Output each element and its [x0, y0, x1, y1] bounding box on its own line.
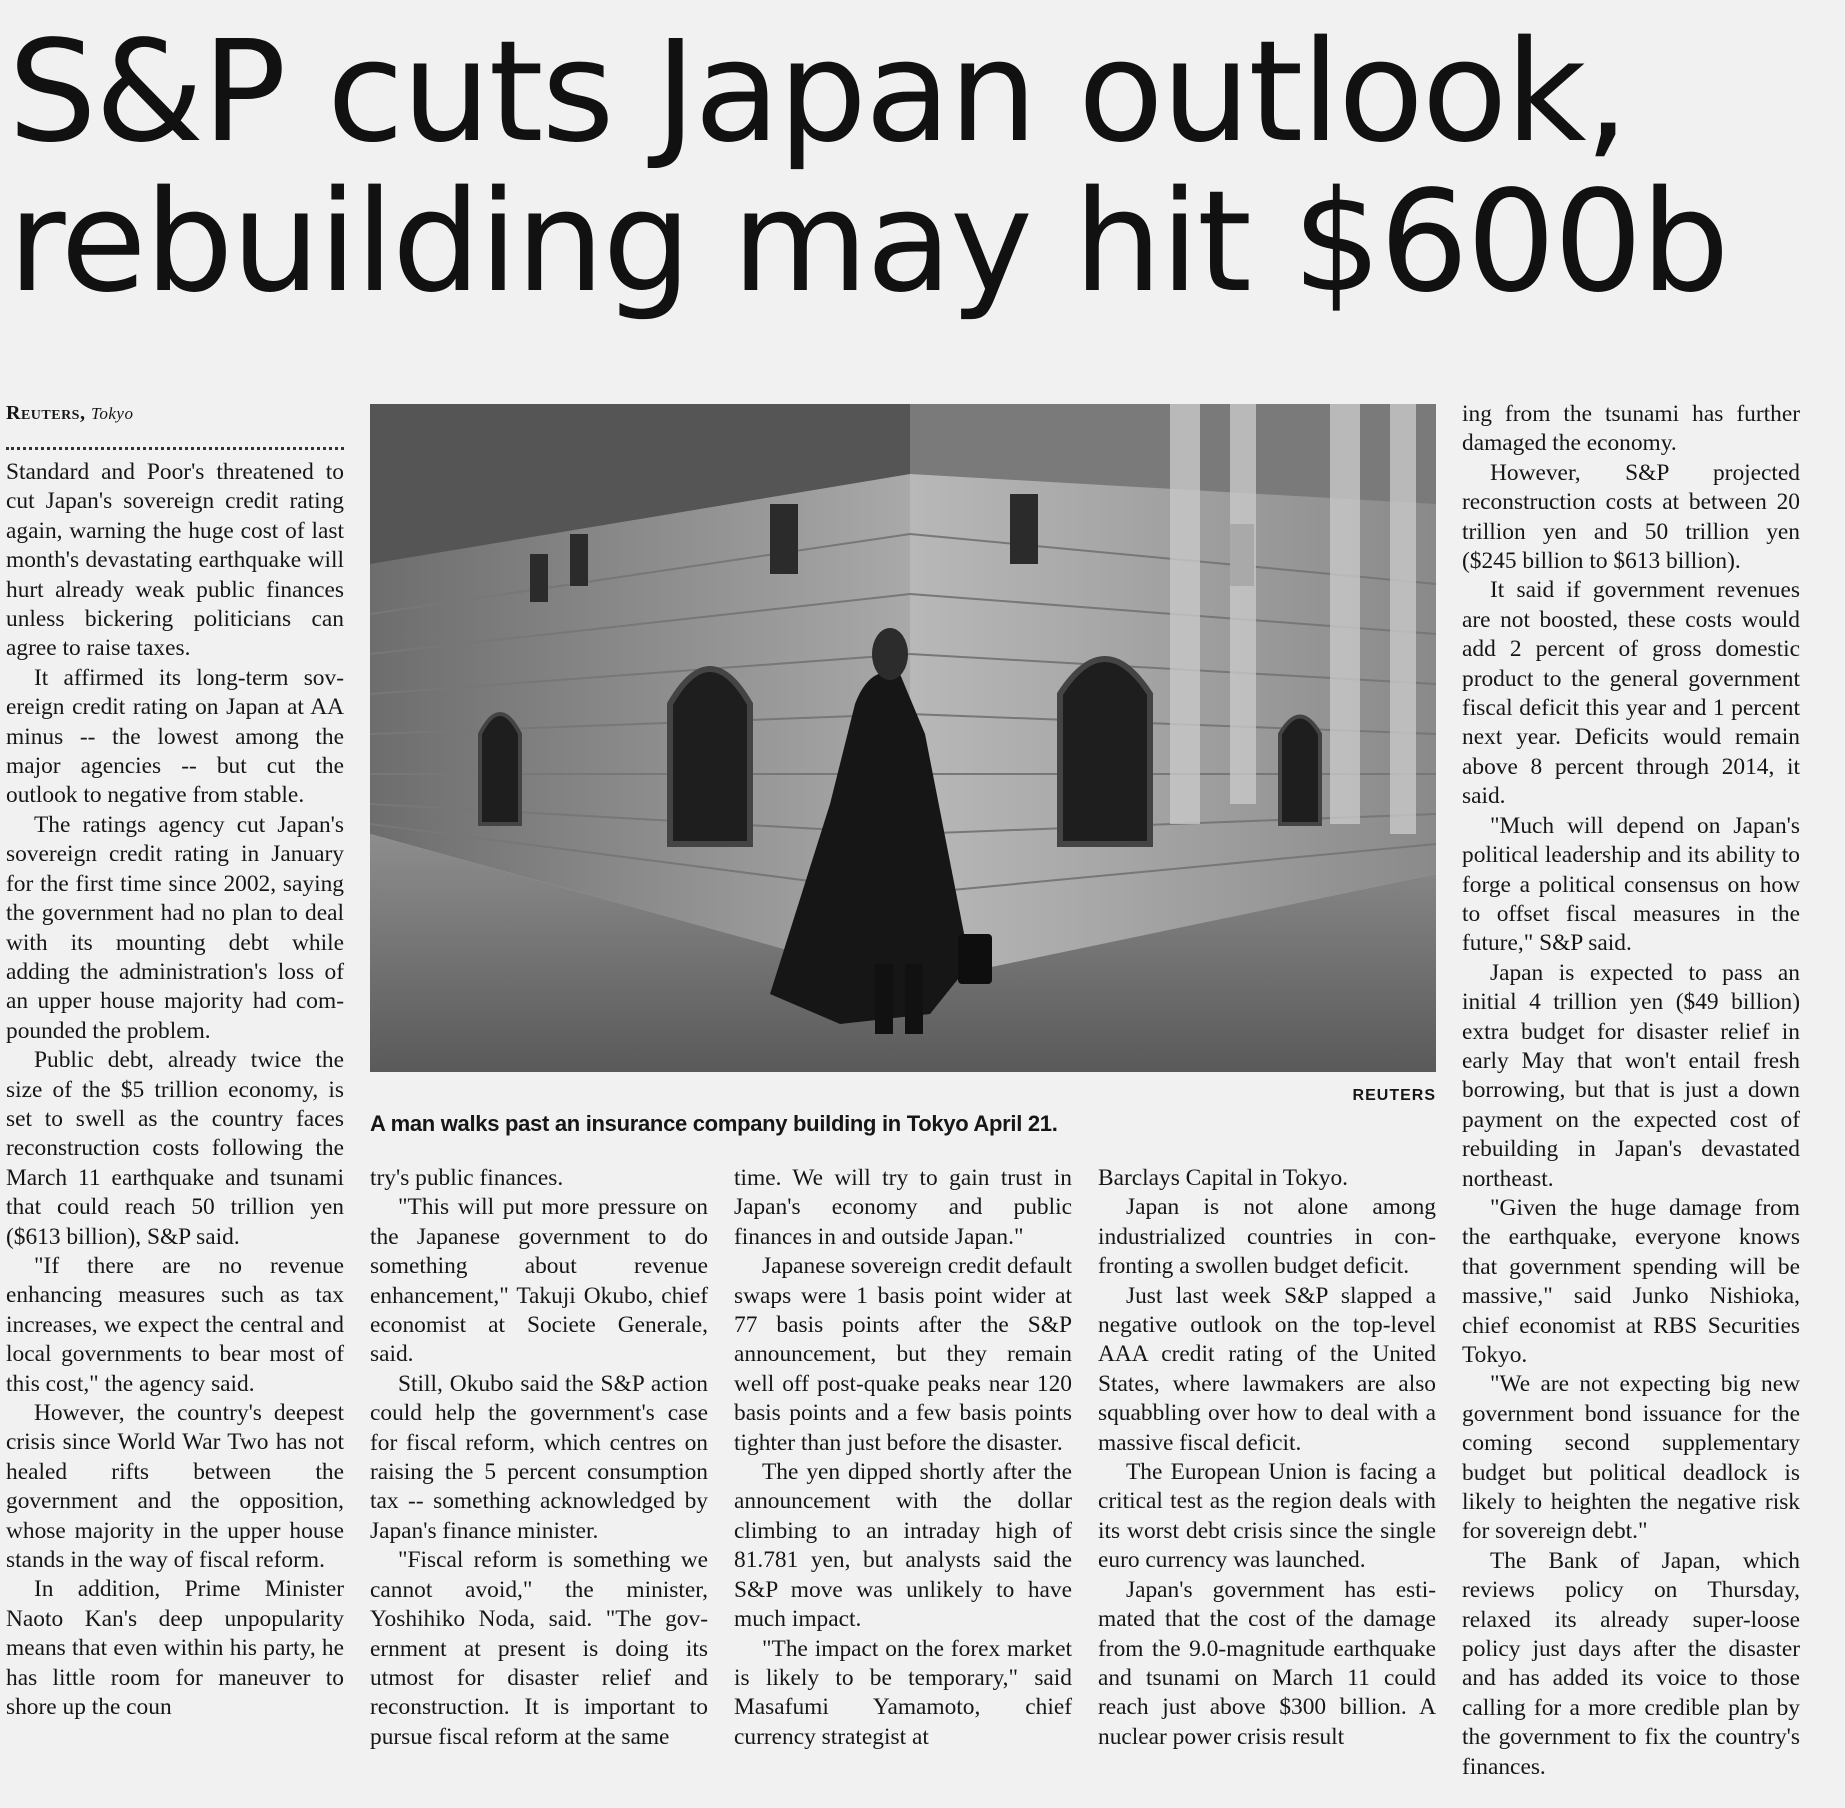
article-paragraph: Standard and Poor's threatened to cut Japan's sovereign credit rating again, warning the huge cost of last month's devastating earthquake will hurt already weak public finances unless bickering politicians can agree to raise taxes. — [6, 459, 344, 662]
article-paragraph: The Bank of Japan, which reviews policy on Thursday, relaxed its already super-loose policy just days after the disaster and has added its voice to those calling for a more credible plan by the government to fix the country's finances. — [1462, 1547, 1800, 1780]
article-paragraph: Public debt, already twice the size of the $5 trillion economy, is set to swell as the country faces reconstruction costs following the March 11 earthquake and tsunami that could reach 50 trillion yen ($613 billion), S&P said. — [6, 1047, 344, 1250]
byline — [6, 402, 133, 425]
byline-divider — [6, 447, 344, 450]
article-paragraph: Barclays Capital in Tokyo. — [1098, 1165, 1348, 1191]
article-paragraph: The European Union is facing a critical test as the region deals with its worst debt crisis since the single euro currency was launched. — [1098, 1459, 1436, 1574]
article-paragraph: Still, Okubo said the S&P action could help the government's case for fiscal reform, which centres on raising the 5 percent consumption tax -- something acknowledged by Japan's finance minister. — [370, 1370, 708, 1544]
article-paragraph: time. We will try to gain trust in Japan's economy and public finances in and outside Japan." — [734, 1165, 1072, 1250]
article-paragraph: It said if government revenues are not boosted, these costs would add 2 percent of gross domestic product to the general government fiscal deficit this year and 1 percent next year. Deficits would remain above 8 percent through 2014, it said. — [1462, 577, 1800, 810]
article-paragraph: Japan is expected to pass an initial 4 trillion yen ($49 billion) extra budget for disaster relief in early May that won't entail fresh borrowing, but that is just a down payment on the expected cost of rebuilding in Japan's devastated northeast. — [1462, 959, 1800, 1192]
article-paragraph: "We are not expecting big new government bond issuance for the coming second supplementary budget but political deadlock is likely to heighten the negative risk for sovereign debt." — [1462, 1371, 1800, 1545]
photo-caption: A man walks past an insurance company building in Tokyo April 21. — [370, 1111, 1058, 1136]
article-paragraph: "Given the huge damage from the earthquake, everyone knows that government spending will be massive," said Junko Nishioka, chief economist at RBS Securities Tokyo. — [1462, 1194, 1800, 1368]
photo-credit: REUTERS — [1352, 1087, 1436, 1104]
article-paragraph: Japan is not alone among industrialized countries in confronting a swollen budget deficit. — [1098, 1194, 1436, 1280]
article-paragraph: "This will put more pressure on the Japanese government to do something about revenue enhancement," Takuji Okubo, chief economist at Societe Generale, said. — [370, 1194, 708, 1368]
article-paragraph: It affirmed its long-term sovereign credit rating on Japan at AA minus -- the lowest among the major agencies -- but cut the outlook to negative from stable. — [6, 664, 344, 809]
article-paragraph: "Much will depend on Japan's political leadership and its ability to forge a political consensus on how to offset fiscal measures in the future," S&P said. — [1462, 812, 1800, 957]
article-paragraph: "Fiscal reform is something we cannot avoid," the minister, Yoshihiko Noda, said. "The government at present is doing its utmost for disaster relief and reconstruction. It is important to pursue fiscal reform at the same — [370, 1547, 708, 1750]
article-paragraph: However, the country's deepest crisis since World War Two has not healed rifts between the government and the opposition, whose majority in the upper house stands in the way of fiscal reform. — [6, 1400, 344, 1574]
article-column-4 — [1098, 1164, 1436, 1752]
article-paragraph: try's public finances. — [370, 1165, 564, 1191]
article-paragraph: In addition, Prime Minister Naoto Kan's deep unpopularity means that even within his party, he has little room for maneuver to shore up the coun — [6, 1576, 344, 1721]
headline-line-2: rebuilding may hit $600b — [8, 161, 1728, 324]
article-paragraph: The yen dipped shortly after the announcement with the dollar climbing to an intraday high of 81.781 yen, but analysts said the S&P move was unlikely to have much impact. — [734, 1459, 1072, 1633]
article-paragraph: However, S&P projected reconstruction costs at between 20 trillion yen and 50 trillion yen ($245 billion to $613 billion). — [1462, 459, 1800, 575]
article-paragraph: Just last week S&P slapped a negative outlook on the top-level AAA credit rating of the United States, where lawmakers are also squabbling over how to deal with a massive fiscal deficit. — [1098, 1282, 1436, 1456]
article-paragraph: Japanese sovereign credit default swaps were 1 basis point wider at 77 basis points after the S&P announcement, but they remain well off post-quake peaks near 120 basis points and a few basis points tighter than just before the disaster. — [734, 1253, 1072, 1456]
article-paragraph: "The impact on the forex market is likely to be temporary," said Masafumi Yamamoto, chief currency strategist at — [734, 1635, 1072, 1750]
headline-line-1: S&P cuts Japan outlook, — [8, 11, 1628, 174]
article-column-1 — [6, 458, 344, 1722]
article-paragraph: Japan's government has estimated that the cost of the damage from the 9.0-magnitude earthquake and tsunami on March 11 could reach just above $300 billion. A nuclear power crisis result — [1098, 1576, 1436, 1750]
article-paragraph: "If there are no revenue enhancing measures such as tax increases, we expect the central and local governments to bear most of this cost," the agency said. — [6, 1252, 344, 1397]
article-column-3 — [734, 1164, 1072, 1752]
article-column-5 — [1462, 400, 1800, 1782]
article-column-2 — [370, 1164, 708, 1752]
headline — [8, 11, 1838, 324]
news-photo — [370, 404, 1436, 1072]
article-paragraph: The ratings agency cut Japan's sovereign credit rating in January for the first time since 2002, saying the government had no plan to deal with its mounting debt while adding the administration's loss of an upper house majority had compounded the problem. — [6, 811, 344, 1044]
article-paragraph: ing from the tsunami has further damaged the economy. — [1462, 401, 1800, 457]
byline-agency: Reuters, — [6, 402, 86, 424]
byline-city: Tokyo — [90, 404, 134, 423]
